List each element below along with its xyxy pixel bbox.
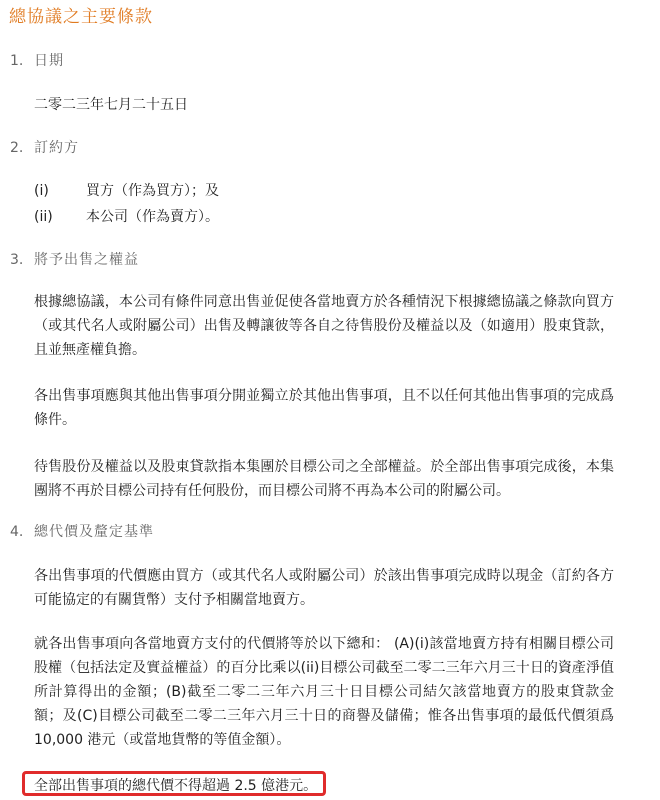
party-item	[34, 206, 219, 226]
section-heading-date	[10, 50, 64, 70]
section-heading-parties	[10, 137, 79, 157]
paragraph-sale-agreement: 根據總協議，本公司有條件同意出售並促使各當地賣方於各種情況下根據總協議之條款向買方（或其代名人或附屬公司）出售及轉讓彼等各自之待售股份及權益以及（如適用）股東貸款，且並無產權負擔。	[34, 294, 614, 358]
section-heading-consideration	[10, 521, 154, 541]
section-number: 2.	[10, 140, 24, 156]
section-number: 4.	[10, 524, 24, 540]
section-title: 總代價及釐定基準	[34, 524, 154, 540]
paragraph-consideration-basis: 就各出售事項向各當地賣方支付的代價將等於以下總和： (A)(i)該當地賣方持有相關目標公司股權（包括法定及實益權益）的百分比乘以(ii)目標公司截至二零二三年六月三十日的資產淨值所計算得出的金額；(B)截至二零二三年六月三十日目標公司結欠該當地賣方的股東貸款金額；及(C)目標公司截至二零二三年六月三十日的商譽及儲備；惟各出售事項的最低代價須爲 10,000 港元（或當地貨幣的等值金額）。	[34, 636, 614, 748]
page-title: 總協議之主要條款	[9, 7, 153, 27]
section-heading-interests	[10, 249, 139, 269]
section-number: 1.	[10, 53, 24, 69]
party-text: 本公司（作為賣方）。	[86, 209, 219, 225]
paragraph-consideration-payment: 各出售事項的代價應由買方（或其代名人或附屬公司）於該出售事項完成時以現金（訂約各方可能協定的有關貨幣）支付予相關當地賣方。	[34, 568, 614, 608]
party-item	[34, 180, 219, 200]
party-number: (i)	[34, 183, 49, 199]
section-title: 將予出售之權益	[34, 252, 139, 268]
paragraph-sale-shares: 待售股份及權益以及股東貸款指本集團於目標公司之全部權益。於全部出售事項完成後，本集團將不再於目標公司持有任何股份，而目標公司將不再為本公司的附屬公司。	[34, 459, 614, 499]
section-title: 日期	[34, 53, 64, 69]
section-number: 3.	[10, 252, 24, 268]
paragraph-independent-disposals: 各出售事項應與其他出售事項分開並獨立於其他出售事項，且不以任何其他出售事項的完成爲條件。	[34, 388, 614, 428]
party-number: (ii)	[34, 209, 53, 225]
party-text: 買方（作為買方）；及	[86, 183, 219, 199]
highlighted-cap-statement: 全部出售事項的總代價不得超過 2.5 億港元。	[34, 778, 318, 794]
date-value: 二零二三年七月二十五日	[34, 97, 188, 113]
section-title: 訂約方	[34, 140, 79, 156]
